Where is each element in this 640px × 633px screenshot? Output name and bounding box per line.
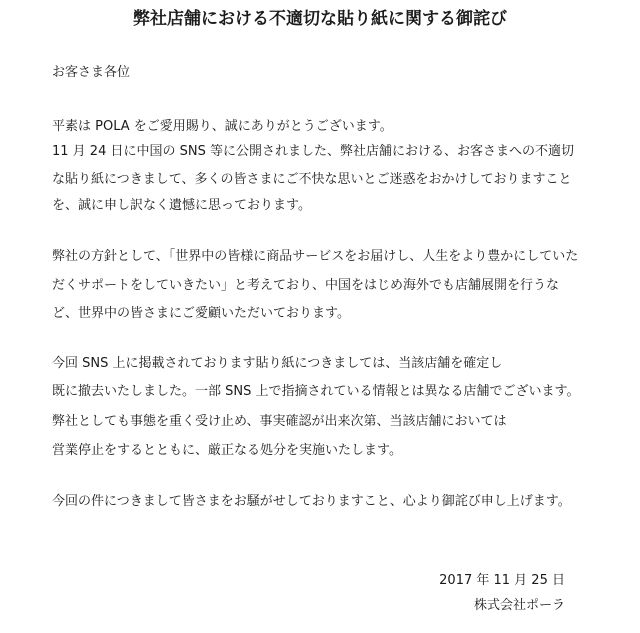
- paragraph1-line4: を、誠に申し訳なく遺憾に思っております。: [52, 198, 311, 213]
- paragraph2-line1: 弊社の方針として、「世界中の皆様に商品サービスをお届けし、人生をより豊かにしていた: [52, 249, 579, 264]
- document-title: 弊社店舗における不適切な貼り紙に関する御詫び: [133, 9, 507, 29]
- paragraph3-line1: 今回 SNS 上に掲載されております貼り紙につきましては、当該店舗を確定し: [52, 356, 503, 371]
- paragraph3-line4: 営業停止をするとともに、厳正なる処分を実施いたします。: [52, 443, 402, 458]
- company-name: 株式会社ポーラ: [473, 598, 565, 613]
- document-date: 2017 年 11 月 25 日: [439, 573, 565, 588]
- paragraph2-line3: ど、世界中の皆さまにご愛顧いただいております。: [52, 306, 350, 321]
- paragraph4: 今回の件につきまして皆さまをお騒がせしておりますこと、心より御詫び申し上げます。: [52, 494, 571, 509]
- paragraph1-line3: な貼り紙につきまして、多くの皆さまにご不快な思いとご迷惑をおかけしておりますこと: [52, 172, 572, 187]
- paragraph1-line2: 11 月 24 日に中国の SNS 等に公開されました、弊社店舗における、お客さまへの不適切: [52, 144, 574, 159]
- salutation: お客さま各位: [52, 65, 131, 80]
- paragraph1-line1: 平素は POLA をご愛用賜り、誠にありがとうございます。: [52, 119, 393, 134]
- paragraph2-line2: だくサポートをしていきたい」と考えており、中国をはじめ海外でも店舗展開を行うな: [52, 278, 560, 293]
- paragraph3-line3: 弊社としても事態を重く受け止め、事実確認が出来次第、当該店舗においては: [52, 414, 507, 429]
- paragraph3-line2: 既に撤去いたしました。一部 SNS 上で指摘されている情報とは異なる店舗でございます。: [52, 384, 580, 399]
